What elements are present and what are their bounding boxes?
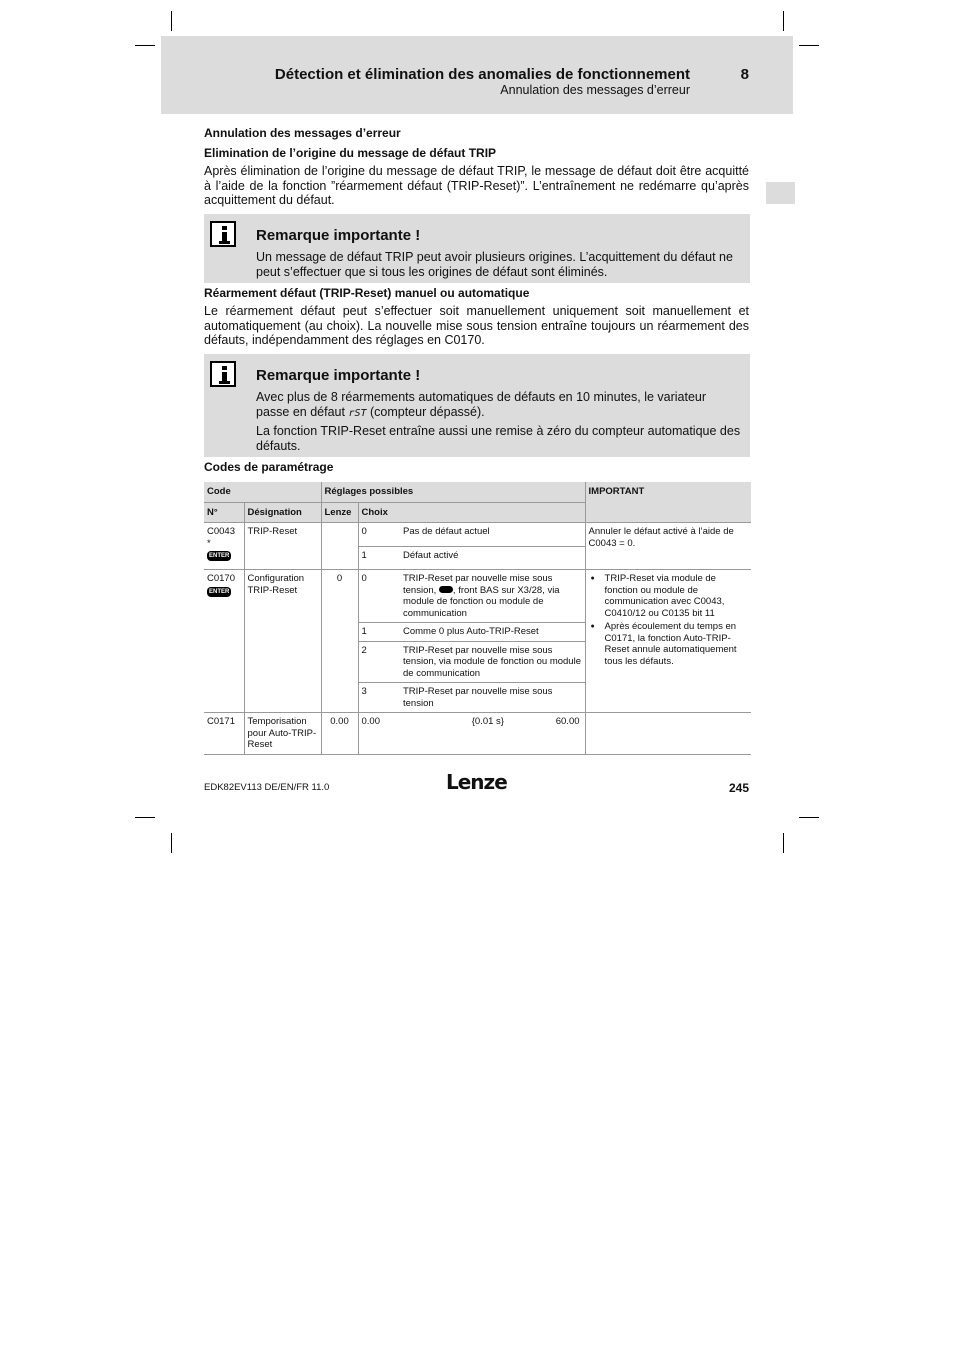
choice-text: TRIP-Reset par nouvelle mise sous tension, , front BAS sur X3/28, via module de fonction ou module de communication (400, 570, 585, 623)
header-code: Code (204, 482, 321, 502)
table-row (204, 570, 751, 623)
paragraph: Après élimination de l’origine du message de défaut TRIP, le message de défaut doit être acquitté à l’aide de la fonction ”réarmement défaut (TRIP-Reset)”. L’entraînement ne redémarre qu’après acquittement du défaut. (204, 164, 749, 207)
header-designation: Désignation (244, 502, 321, 523)
important-text: Annuler le défaut activé à l’aide de C0043 = 0. (585, 523, 751, 570)
table-row (204, 713, 751, 755)
crop-mark (135, 817, 155, 818)
lenze-value: 0.00 (321, 713, 358, 755)
designation: Configuration TRIP-Reset (244, 570, 321, 713)
crop-mark (783, 833, 784, 853)
stop-key-icon (439, 586, 453, 593)
header-lenze: Lenze (321, 502, 358, 523)
note-text: Un message de défaut TRIP peut avoir plusieurs origines. L’acquittement du défaut ne peut s’effectuer que si tous les origines de défaut sont éliminés. (256, 250, 733, 279)
table-row (204, 523, 751, 547)
range-min: 0.00 (361, 716, 380, 727)
enter-icon: ENTER (209, 553, 230, 559)
lenze-value (321, 523, 358, 570)
note-text: La fonction TRIP-Reset entraîne aussi une remise à zéro du compteur automatique des défauts. (256, 424, 741, 453)
choice-text: Défaut activé (400, 547, 585, 570)
page-header (161, 36, 793, 114)
choice-value: 0 (358, 570, 400, 623)
crop-mark (171, 833, 172, 853)
crop-mark (783, 11, 784, 31)
note-text: Avec plus de 8 réarmements automatiques de défauts en 10 minutes, le variateur passe en défaut rST (compteur dépassé). (256, 390, 707, 419)
info-icon (210, 361, 236, 387)
star-marker: * (207, 537, 211, 549)
chapter-tab-marker (766, 182, 795, 204)
code-number: C0171 (204, 713, 244, 755)
code-number: C0170 (207, 573, 235, 584)
header-no: N° (204, 502, 244, 523)
designation: Temporisation pour Auto-TRIP-Reset (244, 713, 321, 755)
code-number: C0043 (207, 526, 235, 537)
paragraph: Le réarmement défaut peut s’effectuer soit manuellement uniquement soit manuellement et automatiquement (au choix). La nouvelle mise sous tension entraîne toujours un réarmement des défauts, indépendamment des réglages en C0170. (204, 304, 749, 347)
range-max: 60.00 (555, 716, 580, 727)
subsection-title: Réarmement défaut (TRIP-Reset) manuel ou automatique (204, 286, 530, 300)
choice-value: 2 (358, 641, 400, 683)
note-title: Remarque importante ! (256, 227, 421, 244)
header-choix: Choix (358, 502, 585, 523)
choice-text: TRIP-Reset par nouvelle mise sous tension (400, 683, 585, 713)
header-settings: Réglages possibles (321, 482, 585, 502)
crop-mark (799, 45, 819, 46)
choice-text: Comme 0 plus Auto-TRIP-Reset (400, 623, 585, 642)
list-item: ● Après écoulement du temps en C0171, la fonction Auto-TRIP-Reset annule automatiquement tous les défauts. (589, 621, 749, 667)
page-number: 245 (728, 781, 749, 795)
info-icon (210, 221, 236, 247)
lenze-logo: Lenze (446, 770, 507, 794)
choice-value: 3 (358, 683, 400, 713)
choice-value: 1 (358, 623, 400, 642)
chapter-title: Détection et élimination des anomalies de fonctionnement (274, 66, 690, 83)
list-item: ● TRIP-Reset via module de fonction ou module de communication avec C0043, C0410/12 ou C0135 bit 11 (589, 573, 749, 619)
chapter-number: 8 (740, 66, 749, 83)
choice-text: TRIP-Reset par nouvelle mise sous tension, via module de fonction ou module de communication (400, 641, 585, 683)
subsection-title: Elimination de l’origine du message de défaut TRIP (204, 146, 497, 160)
note-title: Remarque importante ! (256, 367, 421, 384)
crop-mark (799, 817, 819, 818)
document-id: EDK82EV113 DE/EN/FR 11.0 (204, 782, 330, 793)
header-important: IMPORTANT (585, 482, 751, 523)
range-step: {0.01 s} (471, 716, 504, 727)
choice-text: Pas de défaut actuel (400, 523, 585, 547)
important-text (585, 713, 751, 755)
choice-value: 1 (358, 547, 400, 570)
display-code: rST (348, 407, 367, 419)
parameter-table (204, 482, 751, 755)
section-title: Annulation des messages d’erreur (204, 126, 401, 140)
important-note (204, 214, 750, 283)
crop-mark (135, 45, 155, 46)
choice-value: 0 (358, 523, 400, 547)
important-note (204, 354, 750, 457)
section-subtitle: Annulation des messages d’erreur (500, 83, 690, 97)
subsection-title: Codes de paramétrage (204, 460, 334, 474)
designation: TRIP-Reset (244, 523, 321, 570)
enter-icon: ENTER (209, 588, 230, 595)
lenze-value: 0 (321, 570, 358, 713)
crop-mark (171, 11, 172, 31)
